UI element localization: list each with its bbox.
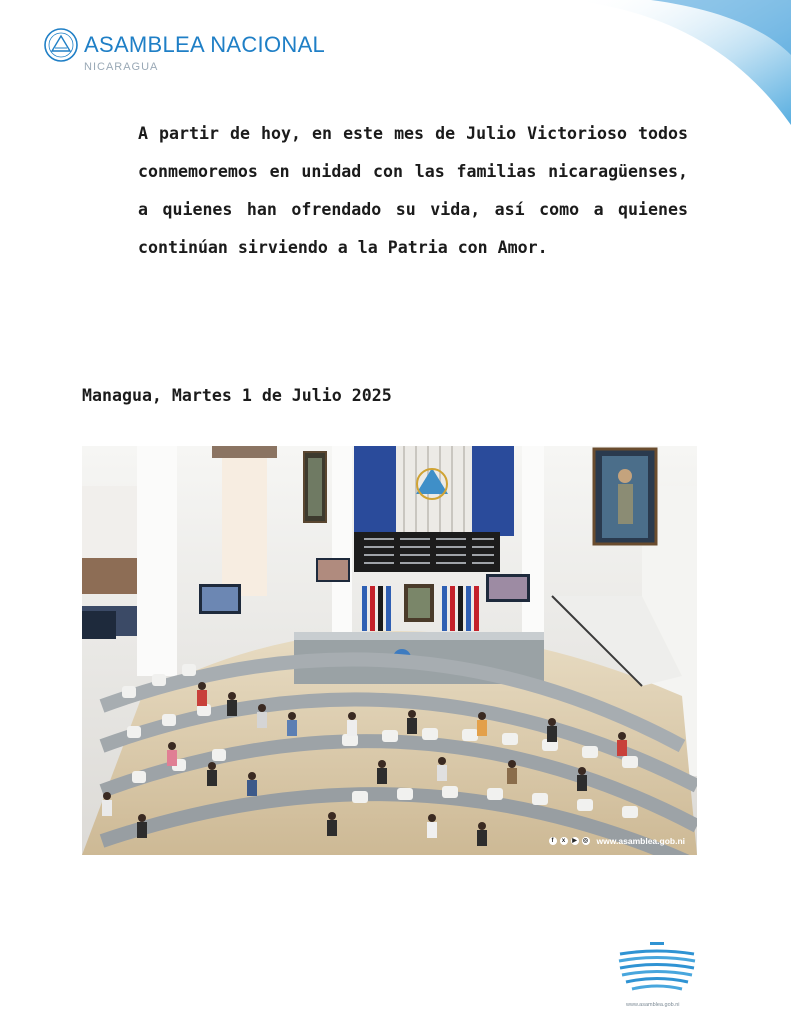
assembly-chamber-photo — [82, 446, 697, 855]
header — [44, 28, 374, 78]
footer-url: www.asamblea.gob.ni — [626, 1002, 680, 1008]
corner-swoosh-decoration — [531, 0, 791, 130]
chamber-illustration — [82, 446, 697, 855]
organization-country: NICARAGUA — [84, 61, 159, 73]
facebook-icon: f — [549, 837, 557, 845]
assembly-logo-icon — [614, 940, 700, 1000]
x-icon: x — [560, 837, 568, 845]
instagram-icon: ◎ — [582, 838, 589, 844]
organization-name: ASAMBLEA NACIONAL — [84, 32, 326, 57]
youtube-icon: ▶ — [572, 838, 577, 844]
photo-credit — [549, 836, 685, 846]
dateline: Managua, Martes 1 de Julio 2025 — [82, 386, 392, 405]
commemoration-message: A partir de hoy, en este mes de Julio Victorioso todos conmemoremos en unidad con las familias nicaragüenses, a quienes han ofrendado su vida, así como a quienes continúan sirviendo a la Patria con Amor. — [138, 124, 688, 257]
national-seal-icon — [44, 28, 78, 62]
photo-credit-url: www.asamblea.gob.ni — [596, 836, 685, 846]
